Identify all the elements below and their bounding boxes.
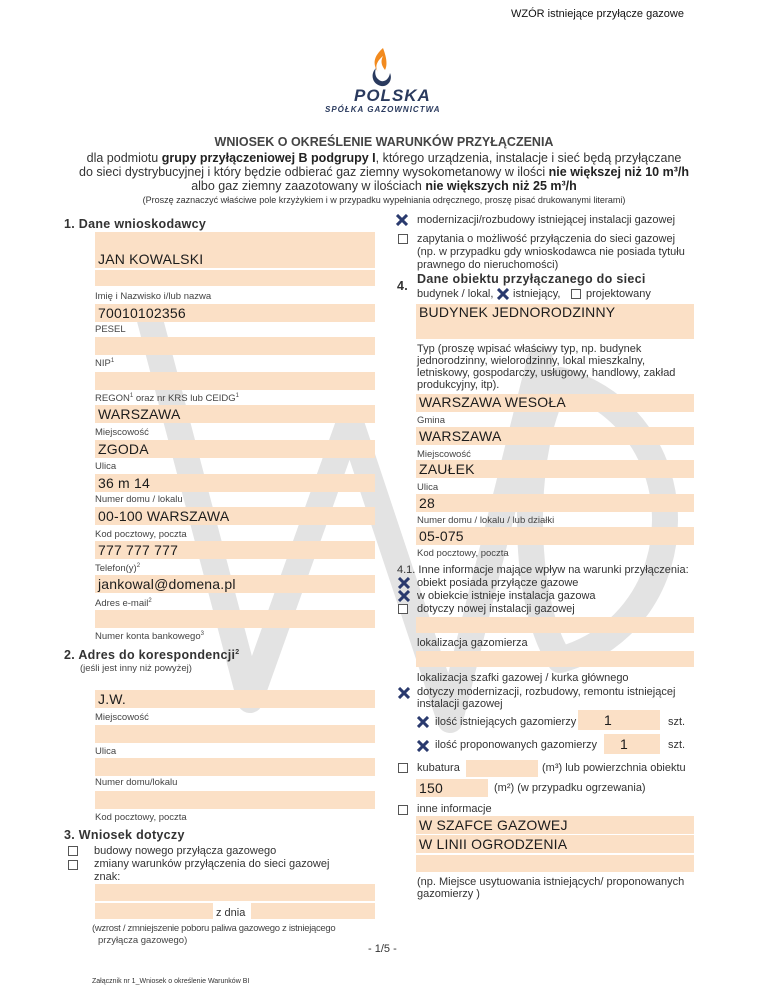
section-4-number: 4.: [397, 279, 409, 293]
building-label: budynek / lokal,: [417, 288, 494, 300]
inquiry-line-2: (np. w przypadku gdy wnioskodawca nie posiada tytułu: [417, 246, 685, 258]
obj-city-value: WARSZAWA: [419, 428, 502, 444]
proposed-meters-field[interactable]: [604, 734, 660, 754]
meter-location-field[interactable]: [416, 617, 694, 633]
planned-label: projektowany: [586, 288, 651, 300]
proposed-meters-value: 1: [620, 736, 628, 752]
city-value: WARSZAWA: [98, 406, 181, 422]
form-title: WNIOSEK O OKREŚLENIE WARUNKÓW PRZYŁĄCZENIA: [214, 135, 554, 149]
phone-label: $Telefon(y)^2$: [95, 563, 141, 575]
cross-mark-icon[interactable]: [396, 214, 408, 226]
section-4-1-heading: 4.1. Inne informacje mające wpływ na warunki przyłączenia:: [397, 564, 689, 576]
has-connection-cross-icon[interactable]: [398, 577, 410, 589]
corr-postal-label: Kod pocztowy, poczta: [95, 812, 187, 823]
corr-house-label: Numer domu/lokalu: [95, 777, 178, 788]
modernization-cross-icon[interactable]: [398, 687, 410, 699]
area-value: 150: [419, 780, 443, 796]
name-field-line3[interactable]: [95, 270, 375, 286]
date-label: z dnia: [216, 907, 246, 919]
obj-postal-label: Kod pocztowy, poczta: [417, 548, 509, 559]
obj-street-value: ZAUŁEK: [419, 461, 475, 477]
meter-location-label: lokalizacja gazomierza: [417, 637, 528, 649]
volume-field[interactable]: [466, 760, 538, 777]
gmina-value: WARSZAWA WESOŁA: [419, 394, 566, 410]
street-label: Ulica: [95, 461, 117, 472]
pesel-value: 70010102356: [98, 305, 186, 321]
date-field[interactable]: [251, 903, 375, 919]
bank-account-label: Numer konta bankowego$^3$: [95, 631, 204, 643]
has-installation-cross-icon[interactable]: [398, 590, 410, 602]
city-label: Miejscowość: [95, 427, 149, 438]
email-label: Adres e-mail$^2$: [95, 598, 152, 610]
type-help-2: jednorodzinny, wielorodzinny, lokal mieszkalny,: [417, 355, 646, 367]
corr-city-label: Miejscowość: [95, 712, 149, 723]
postal-code-label: Kod pocztowy, poczta: [95, 529, 187, 540]
other-info-field-3[interactable]: [416, 855, 694, 872]
nip-field[interactable]: [95, 337, 375, 355]
type-help-3: letniskowy, gospodarczy, usługowy, handlowy, zakład: [417, 367, 676, 379]
gmina-label: Gmina: [417, 415, 445, 426]
section-2-heading: 2. Adres do korespondencji$^2$: [64, 648, 240, 662]
flame-logo-icon: [366, 46, 396, 88]
ref-sign-field-2[interactable]: [95, 903, 213, 919]
existing-meters-unit: szt.: [668, 716, 686, 728]
obj-city-label: Miejscowość: [417, 449, 471, 460]
corr-street-label: Ulica: [95, 746, 117, 757]
has-connection-label: obiekt posiada przyłącze gazowe: [417, 577, 579, 589]
type-help-4: produkcyjny, itp).: [417, 379, 500, 391]
corr-city-value: J.W.: [98, 691, 127, 707]
existing-meters-value: 1: [604, 712, 612, 728]
proposed-meters-cross-icon[interactable]: [417, 740, 429, 752]
inquiry-line-1: zapytania o możliwość przyłączenia do sieci gazowej: [417, 233, 676, 245]
obj-street-label: Ulica: [417, 482, 439, 493]
existing-label: istniejący,: [513, 288, 561, 300]
cabinet-location-field[interactable]: [416, 651, 694, 667]
obj-house-label: Numer domu / lokalu / lub działki: [417, 515, 555, 526]
new-connection-label: budowy nowego przyłącza gazowego: [94, 845, 277, 857]
street-value: ZGODA: [98, 441, 149, 457]
house-number-value: 36 m 14: [98, 475, 150, 491]
proposed-meters-label: ilość proponowanych gazomierzy: [435, 739, 598, 751]
other-info-checkbox[interactable]: [398, 805, 408, 815]
volume-checkbox[interactable]: [398, 763, 408, 773]
regon-field[interactable]: [95, 372, 375, 390]
existing-cross-icon[interactable]: [497, 288, 509, 300]
obj-postal-value: 05-075: [419, 528, 464, 544]
modernization-line-1: dotyczy modernizacji, rozbudowy, remontu istniejącej: [417, 686, 676, 698]
ref-sign-field[interactable]: [95, 884, 375, 901]
area-unit: (m²) (w przypadku ogrzewania): [494, 782, 646, 794]
intro-line-3: albo gaz ziemny zaazotowany w ilościach nie większych niż 25 m³/h: [191, 179, 577, 193]
modernization-option: modernizacji/rozbudowy istniejącej instalacji gazowej: [417, 214, 676, 226]
section-2-subtitle: (jeśli jest inny niż powyżej): [80, 663, 192, 674]
volume-label: kubatura: [417, 762, 460, 774]
section-4-heading: Dane obiektu przyłączanego do sieci: [417, 272, 646, 286]
intro-line-2: do sieci dystrybucyjnej i który będzie odbierać gaz ziemny wysokometanowy w ilości nie większej niż 10 m³/h: [79, 165, 689, 179]
new-connection-checkbox[interactable]: [68, 846, 78, 856]
pesel-label: PESEL: [95, 324, 126, 335]
corr-postal-field[interactable]: [95, 791, 375, 809]
other-info-value-1: W SZAFCE GAZOWEJ: [419, 817, 568, 833]
inquiry-line-3: prawnego do nieruchomości): [417, 259, 559, 271]
has-installation-label: w obiekcie istnieje instalacja gazowa: [417, 590, 596, 602]
new-installation-checkbox[interactable]: [398, 604, 408, 614]
corr-city-field[interactable]: [95, 690, 375, 708]
other-info-note-1: (np. Miejsce usytuowania istniejących/ proponowanych: [417, 876, 685, 888]
other-info-label: inne informacje: [417, 803, 492, 815]
bank-account-field[interactable]: [95, 610, 375, 628]
logo-subtitle: SPÓŁKA GAZOWNICTWA: [325, 105, 441, 114]
logo-name: POLSKA: [354, 86, 431, 105]
section-3-heading: 3. Wniosek dotyczy: [64, 828, 185, 842]
change-note-1: (wzrost / zmniejszenie poboru paliwa gazowego z istniejącego: [92, 923, 336, 934]
section-1-heading: 1. Dane wnioskodawcy: [64, 217, 207, 231]
building-type-value: BUDYNEK JEDNORODZINNY: [419, 304, 616, 320]
postal-code-value: 00-100 WARSZAWA: [98, 508, 230, 524]
obj-house-field[interactable]: [416, 494, 694, 512]
fill-instruction: (Proszę zaznaczyć właściwe pole krzyżykiem i w przypadku wypełniania odręcznego, proszę pisać drukowanymi literami): [142, 195, 626, 205]
change-note-2: przyłącza gazowego): [98, 935, 188, 946]
existing-meters-field[interactable]: [578, 710, 660, 730]
name-label: Imię i Nazwisko i/lub nazwa: [95, 291, 212, 302]
existing-meters-label: ilość istniejących gazomierzy: [435, 716, 577, 728]
intro-line-1: dla podmiotu grupy przyłączeniowej B podgrupy I, którego urządzenia, instalacje i sieć będą przyłączane: [86, 151, 682, 165]
other-info-note-2: gazomierzy ): [417, 888, 480, 900]
existing-meters-cross-icon[interactable]: [417, 716, 429, 728]
proposed-meters-unit: szt.: [668, 739, 686, 751]
phone-value: 777 777 777: [98, 542, 179, 558]
change-conditions-checkbox[interactable]: [68, 860, 78, 870]
name-value: JAN KOWALSKI: [98, 251, 204, 267]
name-field-line1[interactable]: [95, 232, 375, 250]
building-type-field-2[interactable]: [416, 322, 694, 339]
new-installation-label: dotyczy nowej instalacji gazowej: [417, 603, 575, 615]
page-number: - 1/5 -: [368, 943, 397, 955]
corr-house-field[interactable]: [95, 758, 375, 776]
change-conditions-label: zmiany warunków przyłączenia do sieci gazowej: [94, 858, 330, 870]
house-number-label: Numer domu / lokalu: [95, 494, 183, 505]
modernization-line-2: instalacji gazowej: [417, 698, 503, 710]
obj-house-value: 28: [419, 495, 435, 511]
planned-checkbox[interactable]: [571, 289, 581, 299]
corr-street-field[interactable]: [95, 725, 375, 743]
regon-label: REGON$^1$ oraz nr KRS lub CEIDG$^1$: [95, 393, 239, 405]
attachment-footer: Załącznik nr 1_Wniosek o określenie Warunków BI: [92, 978, 250, 985]
other-info-value-2: W LINII OGRODZENIA: [419, 836, 568, 852]
email-value: jankowal@domena.pl: [98, 576, 236, 592]
type-help-1: Typ (proszę wpisać właściwy typ, np. budynek: [417, 343, 642, 355]
document-label: WZÓR istniejące przyłącze gazowe: [510, 8, 684, 20]
ref-sign-label: znak:: [94, 871, 121, 883]
nip-label: NIP$^1$: [95, 358, 115, 370]
inquiry-checkbox[interactable]: [398, 234, 408, 244]
cabinet-location-label: lokalizacja szafki gazowej / kurka głównego: [417, 672, 629, 684]
volume-unit: (m³) lub powierzchnia obiektu: [542, 762, 686, 774]
